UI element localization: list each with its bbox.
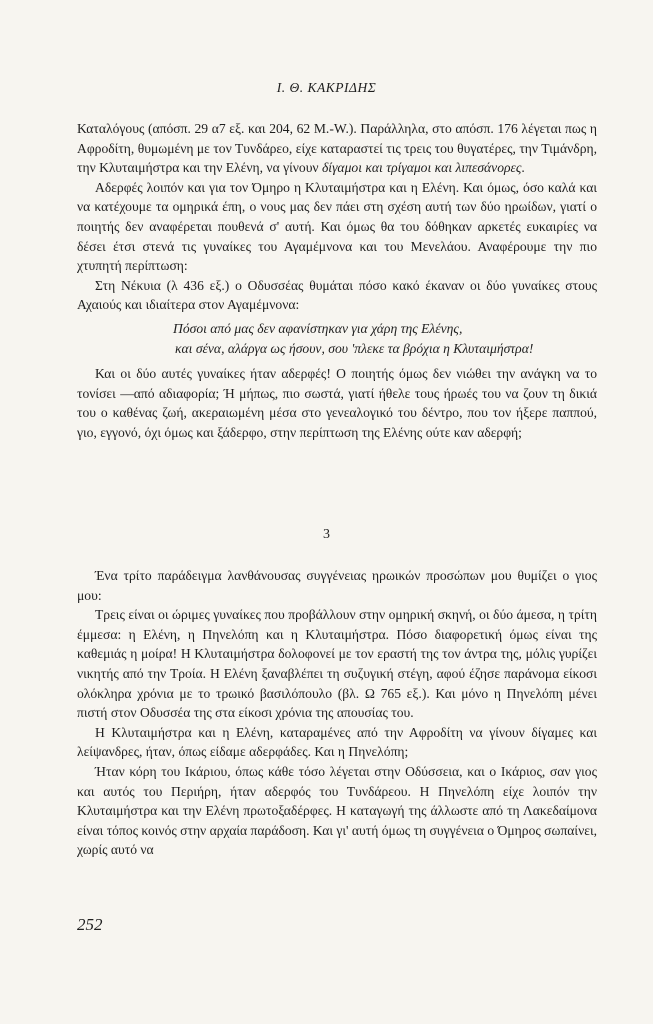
page-number: 252 (77, 915, 103, 934)
paragraph: Στη Νέκυια (λ 436 εξ.) ο Οδυσσέας θυμάται πόσο κακό έκαναν οι δύο γυναίκες στους Αχαιούς και ιδιαίτερα στον Αγαμέμνονα: (77, 277, 597, 313)
paragraph: Ένα τρίτο παράδειγμα λανθάνουσας συγγένειας ηρωικών προσώπων μου θυμίζει ο γιος μου: (77, 568, 597, 603)
paragraph-text: Καταλόγους (απόσπ. 29 α7 εξ. και 204, 62 Μ.-W.). Παράλληλα, στο απόσπ. 176 λέγεται πως η Αφροδίτη, θυμωμένη με τον Τυνδάρεο, είχε καταραστεί τις τρεις του θυγατέρες, την Τιμάνδρη, την Κλυταιμήστρα και την Ελένη, να γίνουν (77, 121, 597, 176)
section-number: 3 (323, 527, 330, 542)
paragraph: Η Κλυταιμήστρα και η Ελένη, καταραμένες από την Αφροδίτη να γίνουν δίγαμες και λείψανδρες, ήταν, όπως είδαμε αδερφάδες. Και η Πηνελόπη; (77, 724, 597, 760)
paragraph-text: . (521, 160, 525, 176)
italic-phrase: δίγαμοι και τρίγαμοι και λιπεσάνορες (321, 160, 522, 176)
verse-line: και σένα, αλάργα ως ήσουν, σου 'πλεκε τα βρόχια η Κλυταιμήστρα! (175, 340, 534, 356)
verse-line: Πόσοι από μας δεν αφανίστηκαν για χάρη της Ελένης, (173, 320, 463, 336)
section-body-top (77, 119, 597, 443)
section-body-3 (77, 566, 597, 860)
paragraph: Τρεις είναι οι ώριμες γυναίκες που προβάλλουν στην ομηρική σκηνή, οι δύο άμεσα, η τρίτη έμμεσα: η Ελένη, η Πηνελόπη και η Κλυταιμήστρα. Πόσο διαφορετική όμως είναι της καθεμιάς η μοίρα! Η Κλυταιμήστρα δολοφονεί με τον εραστή της τον άντρα της, μόλις γυρίζει νικητής από την Τροία. Η Ελένη ξαναβλέπει τη συζυγική στέγη, αφού έζησε παράνομα είκοσι ολόκληρα χρόνια με το τρωικό βασιλόπουλο (βλ. Ω 765 εξ.). Και μόνο η Πηνελόπη μένει πιστή στον Οδυσσέα της στα είκοσι χρόνια της απουσίας του. (77, 607, 597, 721)
paragraph: Αδερφές λοιπόν και για τον Όμηρο η Κλυταιμήστρα και η Ελένη. Και όμως, όσο καλά και να κατέχουμε τα ομηρικά έπη, ο νους μας δεν πάει στη σχέση αυτή των δύο ηρωίδων, γιατί ο ποιητής δεν αναφέρεται πουθενά σ' αυτή. Και όμως θα του δόθηκαν αρκετές ευκαιρίες να δέσει έτσι στενά τις γυναίκες του Αγαμέμνονα και του Μενελάου. Αναφέρουμε την πιο χτυπητή περίπτωση: (77, 179, 597, 274)
verse-quote (77, 319, 597, 358)
paragraph (77, 119, 597, 178)
paragraph: Ήταν κόρη του Ικάριου, όπως κάθε τόσο λέγεται στην Οδύσσεια, και ο Ικάριος, σαν γιος και αυτός του Περιήρη, ήταν αδερφός του Τυνδάρεου. Η Πηνελόπη είχε λοιπόν την Κλυταιμήστρα και την Ελένη πρωτοξαδέρφες. Η καταγωγή της άλλωστε από τη Λακεδαίμονα είναι τόπος κοινός στην αρχαία παράδοση. Και γι' αυτή όμως τη συγγένεια ο Όμηρος σωπαίνει, χωρίς αυτό να (77, 763, 597, 858)
running-header: Ι. Θ. ΚΑΚΡΙΔΗΣ (276, 80, 377, 95)
paragraph: Και οι δύο αυτές γυναίκες ήταν αδερφές! Ο ποιητής όμως δεν νιώθει την ανάγκη να το τονίσει —από αδιαφορία; Ή μήπως, πιο σωστά, γιατί ήθελε τους ήρωές του να ζουν τη δικιά του ο καθένας ζωή, ακεραιωμένη μέσα στο γενεαλογικό του δέντρο, που τον ήξερε παππού, γιο, εγγονό, όχι όμως και ξάδερφο, στην περίπτωση της Ελένης ούτε καν αδερφή; (77, 366, 597, 440)
